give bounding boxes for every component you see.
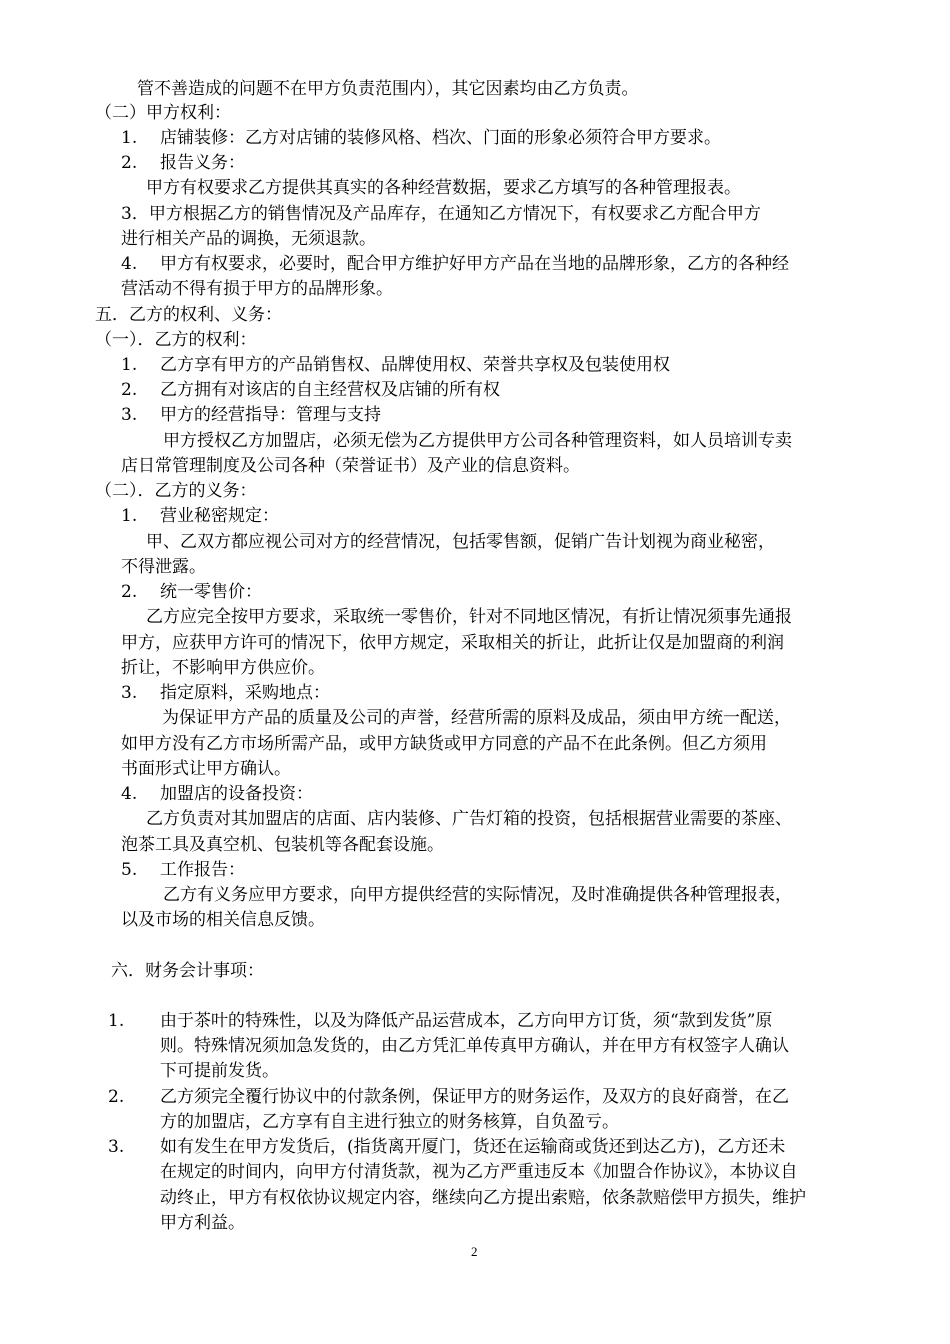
body-text: 甲、乙双方都应视公司对方的经营情况，包括零售额，促销广告计划视为商业秘密，	[146, 532, 775, 552]
item-text: 乙方拥有对该店的自主经营权及店铺的所有权	[160, 380, 500, 400]
body-text: 折让，不影响甲方供应价。	[121, 658, 325, 678]
body-text: 下可提前发货。	[160, 1061, 279, 1081]
item-number: 4.	[121, 254, 138, 274]
item-number: 2.	[121, 380, 138, 400]
body-text: 泡茶工具及真空机、包装机等各配套设施。	[121, 835, 444, 855]
item-number: 1.	[108, 1011, 125, 1031]
body-text: 动终止，甲方有权依协议规定内容，继续向乙方提出索赔，依条款赔偿甲方损失，维护	[160, 1188, 806, 1208]
item-number: 5.	[121, 860, 138, 880]
body-text: 甲方有权要求乙方提供其真实的各种经营数据，要求乙方填写的各种管理报表。	[146, 178, 741, 198]
page-number: 2	[471, 1244, 478, 1259]
item-text: 工作报告：	[160, 860, 245, 880]
body-text: 乙方应完全按甲方要求，采取统一零售价，针对不同地区情况，有折让情况须事先通报	[146, 607, 792, 627]
body-text: 为保证甲方产品的质量及公司的声誉，经营所需的原料及成品，须由甲方统一配送，	[162, 708, 791, 728]
item-number: 2.	[121, 582, 138, 602]
item-text: 乙方享有甲方的产品销售权、品牌使用权、荣誉共享权及包装使用权	[160, 355, 670, 375]
body-text: 如甲方没有乙方市场所需产品，或甲方缺货或甲方同意的产品不在此条例。但乙方须用	[121, 734, 767, 754]
item-text: 报告义务：	[160, 153, 245, 173]
body-text: 进行相关产品的调换，无须退款。	[121, 229, 376, 249]
item-text: 乙方须完全覆行协议中的付款条例，保证甲方的财务运作，及双方的良好商誉，在乙	[160, 1087, 789, 1107]
body-text: 则。特殊情况须加急发货的，由乙方凭汇单传真甲方确认，并在甲方有权签字人确认	[160, 1036, 789, 1056]
item-text: 统一零售价：	[160, 582, 262, 602]
item-text: 加盟店的设备投资：	[160, 784, 313, 804]
item-text: 甲方有权要求，必要时，配合甲方维护好甲方产品在当地的品牌形象，乙方的各种经	[160, 254, 789, 274]
item-number: 2.	[108, 1087, 125, 1107]
chapter-heading: 六．财务会计事项：	[111, 961, 264, 981]
item-text: 如有发生在甲方发货后，(指货离开厦门，货还在运输商或货还到达乙方)，乙方还未	[160, 1137, 786, 1157]
body-text: 营活动不得有损于甲方的品牌形象。	[121, 279, 393, 299]
body-text: 以及市场的相关信息反馈。	[121, 910, 325, 930]
item-number: 3.	[108, 1137, 125, 1157]
item-number: 3.	[121, 683, 138, 703]
item-text: 由于茶叶的特殊性，以及为降低产品运营成本，乙方向甲方订货，须“款到发货”原	[160, 1011, 773, 1031]
body-text: 乙方负责对其加盟店的店面、店内装修、广告灯箱的投资，包括根据营业需要的茶座、	[146, 809, 792, 829]
body-text: 不得泄露。	[121, 557, 206, 577]
item-number: 1.	[121, 128, 138, 148]
body-text: 店日常管理制度及公司各种（荣誉证书）及产业的信息资料。	[121, 456, 580, 476]
section-heading: （二）．乙方的义务：	[95, 481, 257, 501]
body-text: 3．甲方根据乙方的销售情况及产品库存，在通知乙方情况下，有权要求乙方配合甲方	[121, 204, 761, 224]
body-text: 在规定的时间内，向甲方付清货款，视为乙方严重违反本《加盟合作协议》，本协议自	[160, 1162, 798, 1182]
item-number: 1.	[121, 355, 138, 375]
section-heading: （二）甲方权利：	[95, 103, 231, 123]
body-text: 方的加盟店，乙方享有自主进行独立的财务核算，自负盈亏。	[160, 1112, 619, 1132]
item-number: 2.	[121, 153, 138, 173]
item-number: 4.	[121, 784, 138, 804]
item-text: 营业秘密规定：	[160, 506, 279, 526]
body-text: 甲方利益。	[160, 1213, 245, 1233]
body-text: 甲方授权乙方加盟店，必须无偿为乙方提供甲方公司各种管理资料，如人员培训专卖	[163, 431, 792, 451]
chapter-heading: 五．乙方的权利、义务：	[95, 305, 282, 325]
item-number: 1.	[121, 506, 138, 526]
item-text: 店铺装修：乙方对店铺的装修风格、档次、门面的形象必须符合甲方要求。	[160, 128, 721, 148]
body-text: 书面形式让甲方确认。	[121, 759, 291, 779]
continuation-line: 管不善造成的问题不在甲方负责范围内），其它因素均由乙方负责。	[137, 79, 639, 99]
body-text: 甲方，应获甲方许可的情况下，依甲方规定，采取相关的折让，此折让仅是加盟商的利润	[121, 633, 784, 653]
item-number: 3.	[121, 405, 138, 425]
body-text: 乙方有义务应甲方要求，向甲方提供经营的实际情况，及时准确提供各种管理报表，	[163, 885, 792, 905]
item-text: 指定原料，采购地点：	[160, 683, 330, 703]
section-heading: （一）．乙方的权利：	[95, 330, 257, 350]
item-text: 甲方的经营指导：管理与支持	[160, 405, 381, 425]
